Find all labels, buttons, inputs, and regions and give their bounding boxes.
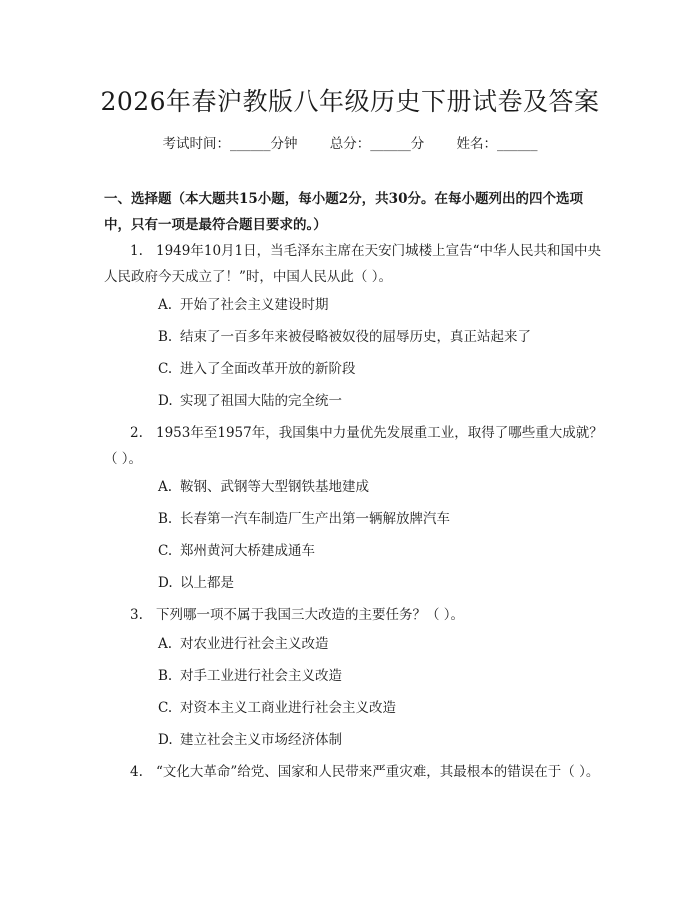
- question-text: 1953年至1957年，我国集中力量优先发展重工业，取得了哪些重大成就？（ ）。: [104, 425, 603, 467]
- question-1-option-d[interactable]: [158, 391, 342, 411]
- question-text: 1949年10月1日，当毛泽东主席在天安门城楼上宣告“中华人民共和国中央人民政府今天成立了！”时，中国人民从此（ ）。: [104, 243, 602, 285]
- option-text: 长春第一汽车制造厂生产出第一辆解放牌汽车: [180, 511, 450, 527]
- exam-name-field: 姓名：______: [456, 136, 538, 152]
- page-title: 2026年春沪教版八年级历史下册试卷及答案: [100, 87, 600, 116]
- question-number: 3.: [130, 607, 143, 623]
- exam-time-field: 考试时间：______分钟: [162, 136, 298, 152]
- option-letter: D.: [158, 575, 173, 591]
- option-letter: A.: [158, 297, 173, 313]
- exam-score-field: 总分：______分: [329, 136, 425, 152]
- option-text: 对农业进行社会主义改造: [180, 636, 329, 652]
- question-3-option-a[interactable]: [158, 634, 329, 654]
- option-text: 以上都是: [180, 575, 234, 591]
- question-text: “文化大革命”给党、国家和人民带来严重灾难，其最根本的错误在于（ ）。: [156, 764, 600, 780]
- question-1-option-a[interactable]: [158, 295, 329, 315]
- question-2-option-b[interactable]: [158, 509, 450, 529]
- question-number: 4.: [130, 764, 143, 780]
- option-letter: B.: [158, 329, 173, 345]
- option-letter: B.: [158, 511, 173, 527]
- option-letter: C.: [158, 700, 173, 716]
- question-number: 2.: [130, 425, 143, 441]
- option-letter: A.: [158, 636, 173, 652]
- question-3-option-d[interactable]: [158, 730, 342, 750]
- option-text: 对手工业进行社会主义改造: [180, 668, 342, 684]
- question-3: [104, 602, 604, 628]
- option-text: 进入了全面改革开放的新阶段: [180, 361, 356, 377]
- option-letter: D.: [158, 732, 173, 748]
- option-text: 结束了一百多年来被侵略被奴役的屈辱历史，真正站起来了: [180, 329, 531, 345]
- question-1: [104, 238, 604, 290]
- option-text: 鞍钢、武钢等大型钢铁基地建成: [180, 479, 369, 495]
- option-letter: D.: [158, 393, 173, 409]
- question-3-option-c[interactable]: [158, 698, 396, 718]
- option-letter: C.: [158, 361, 173, 377]
- option-text: 郑州黄河大桥建成通车: [180, 543, 315, 559]
- question-1-option-b[interactable]: [158, 327, 531, 347]
- question-2: [104, 420, 604, 472]
- option-text: 实现了祖国大陆的完全统一: [180, 393, 342, 409]
- exam-info-line: [0, 132, 700, 152]
- question-4: [104, 759, 604, 785]
- question-3-option-b[interactable]: [158, 666, 342, 686]
- option-letter: B.: [158, 668, 173, 684]
- option-text: 对资本主义工商业进行社会主义改造: [180, 700, 396, 716]
- question-2-option-a[interactable]: [158, 477, 369, 497]
- section-heading: 一、选择题（本大题共15小题，每小题2分，共30分。在每小题列出的四个选项中，只有一项是最符合题目要求的。）: [104, 191, 583, 233]
- question-2-option-c[interactable]: [158, 541, 315, 561]
- question-1-option-c[interactable]: [158, 359, 356, 379]
- option-text: 建立社会主义市场经济体制: [180, 732, 342, 748]
- option-letter: C.: [158, 543, 173, 559]
- question-text: 下列哪一项不属于我国三大改造的主要任务？（ ）。: [156, 607, 465, 623]
- question-2-option-d[interactable]: [158, 573, 234, 593]
- option-text: 开始了社会主义建设时期: [180, 297, 329, 313]
- option-letter: A.: [158, 479, 173, 495]
- question-number: 1.: [130, 243, 143, 259]
